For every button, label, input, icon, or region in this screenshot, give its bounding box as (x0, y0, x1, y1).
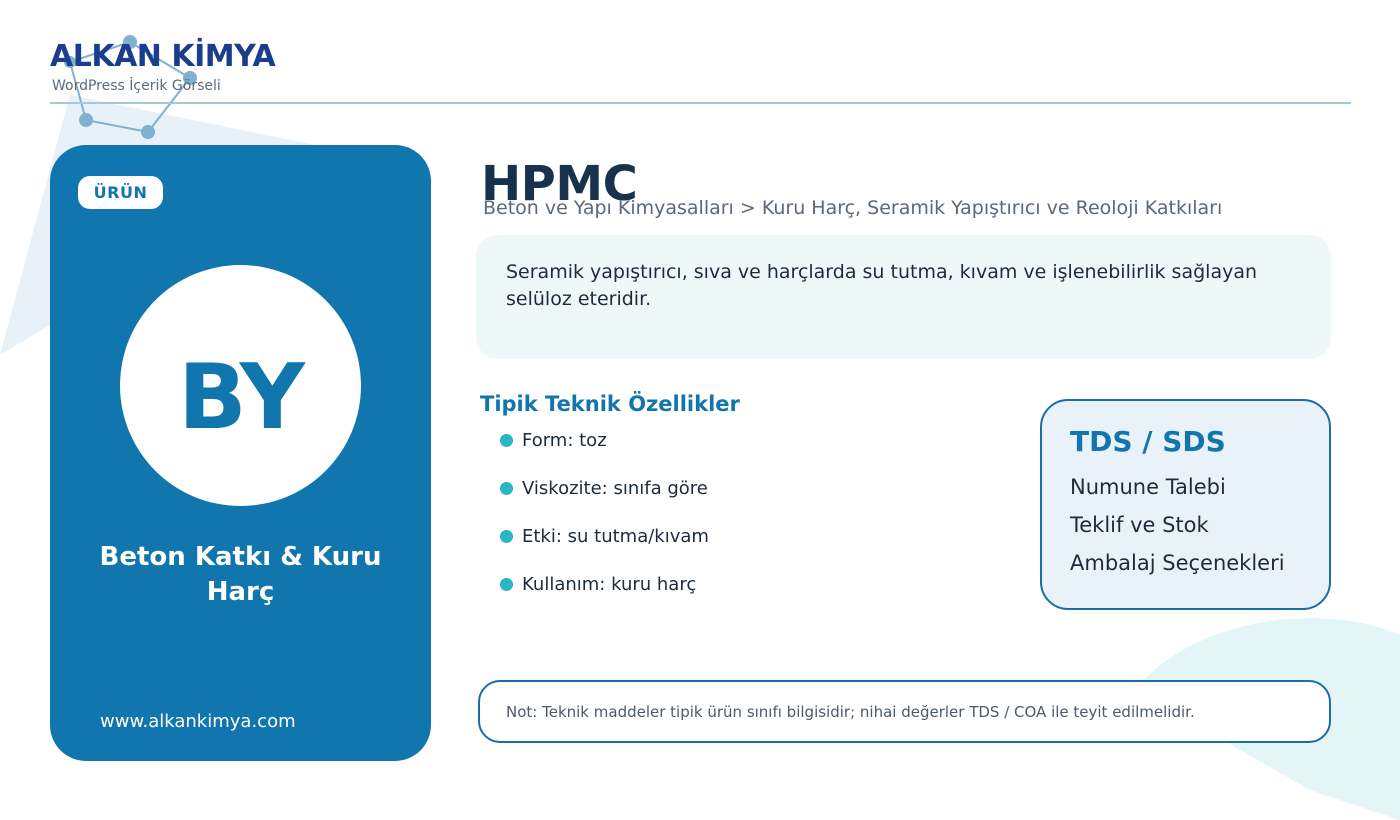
spec-text: Form: toz (522, 429, 607, 451)
spec-item (500, 571, 709, 597)
brand-title: ALKAN KİMYA (50, 39, 276, 74)
spec-item (500, 475, 709, 501)
spec-text: Etki: su tutma/kıvam (522, 525, 709, 547)
product-initials: BY (178, 345, 303, 450)
spec-item (500, 523, 709, 549)
header-divider (50, 102, 1351, 104)
packaging-options-link[interactable]: Ambalaj Seçenekleri (1070, 551, 1285, 575)
bullet-dot-icon (500, 578, 513, 591)
product-card (50, 145, 431, 761)
note-text: Not: Teknik maddeler tipik ürün sınıfı bilgisidir; nihai değerler TDS / COA ile teyit edilmelidir. (506, 702, 1195, 721)
spec-item (500, 427, 709, 453)
note-box (478, 680, 1331, 743)
website-link[interactable]: www.alkankimya.com (100, 711, 296, 732)
product-description: Seramik yapıştırıcı, sıva ve harçlarda su tutma, kıvam ve işlenebilirlik sağlayan selüloz eteridir. (506, 261, 1258, 310)
bullet-dot-icon (500, 434, 513, 447)
description-box (476, 235, 1331, 359)
bullet-dot-icon (500, 482, 513, 495)
brand-header (50, 40, 275, 94)
specs-title: Tipik Teknik Özellikler (480, 392, 740, 416)
tds-sds-box (1040, 399, 1331, 610)
spec-list (500, 427, 709, 619)
spec-text: Kullanım: kuru harç (522, 573, 697, 595)
product-category: Beton Katkı & Kuru Harç (99, 542, 382, 607)
quote-stock-link[interactable]: Teklif ve Stok (1070, 513, 1209, 537)
sample-request-link[interactable]: Numune Talebi (1070, 475, 1226, 499)
spec-text: Viskozite: sınıfa göre (522, 477, 708, 499)
brand-subtitle: WordPress İçerik Görseli (52, 78, 221, 94)
product-badge: ÜRÜN (78, 176, 163, 209)
product-title: HPMC (481, 156, 638, 212)
bullet-dot-icon (500, 530, 513, 543)
initials-circle (120, 265, 361, 506)
breadcrumb: Beton ve Yapı Kimyasalları > Kuru Harç, Seramik Yapıştırıcı ve Reoloji Katkıları (483, 197, 1223, 219)
tds-title[interactable]: TDS / SDS (1070, 425, 1226, 458)
